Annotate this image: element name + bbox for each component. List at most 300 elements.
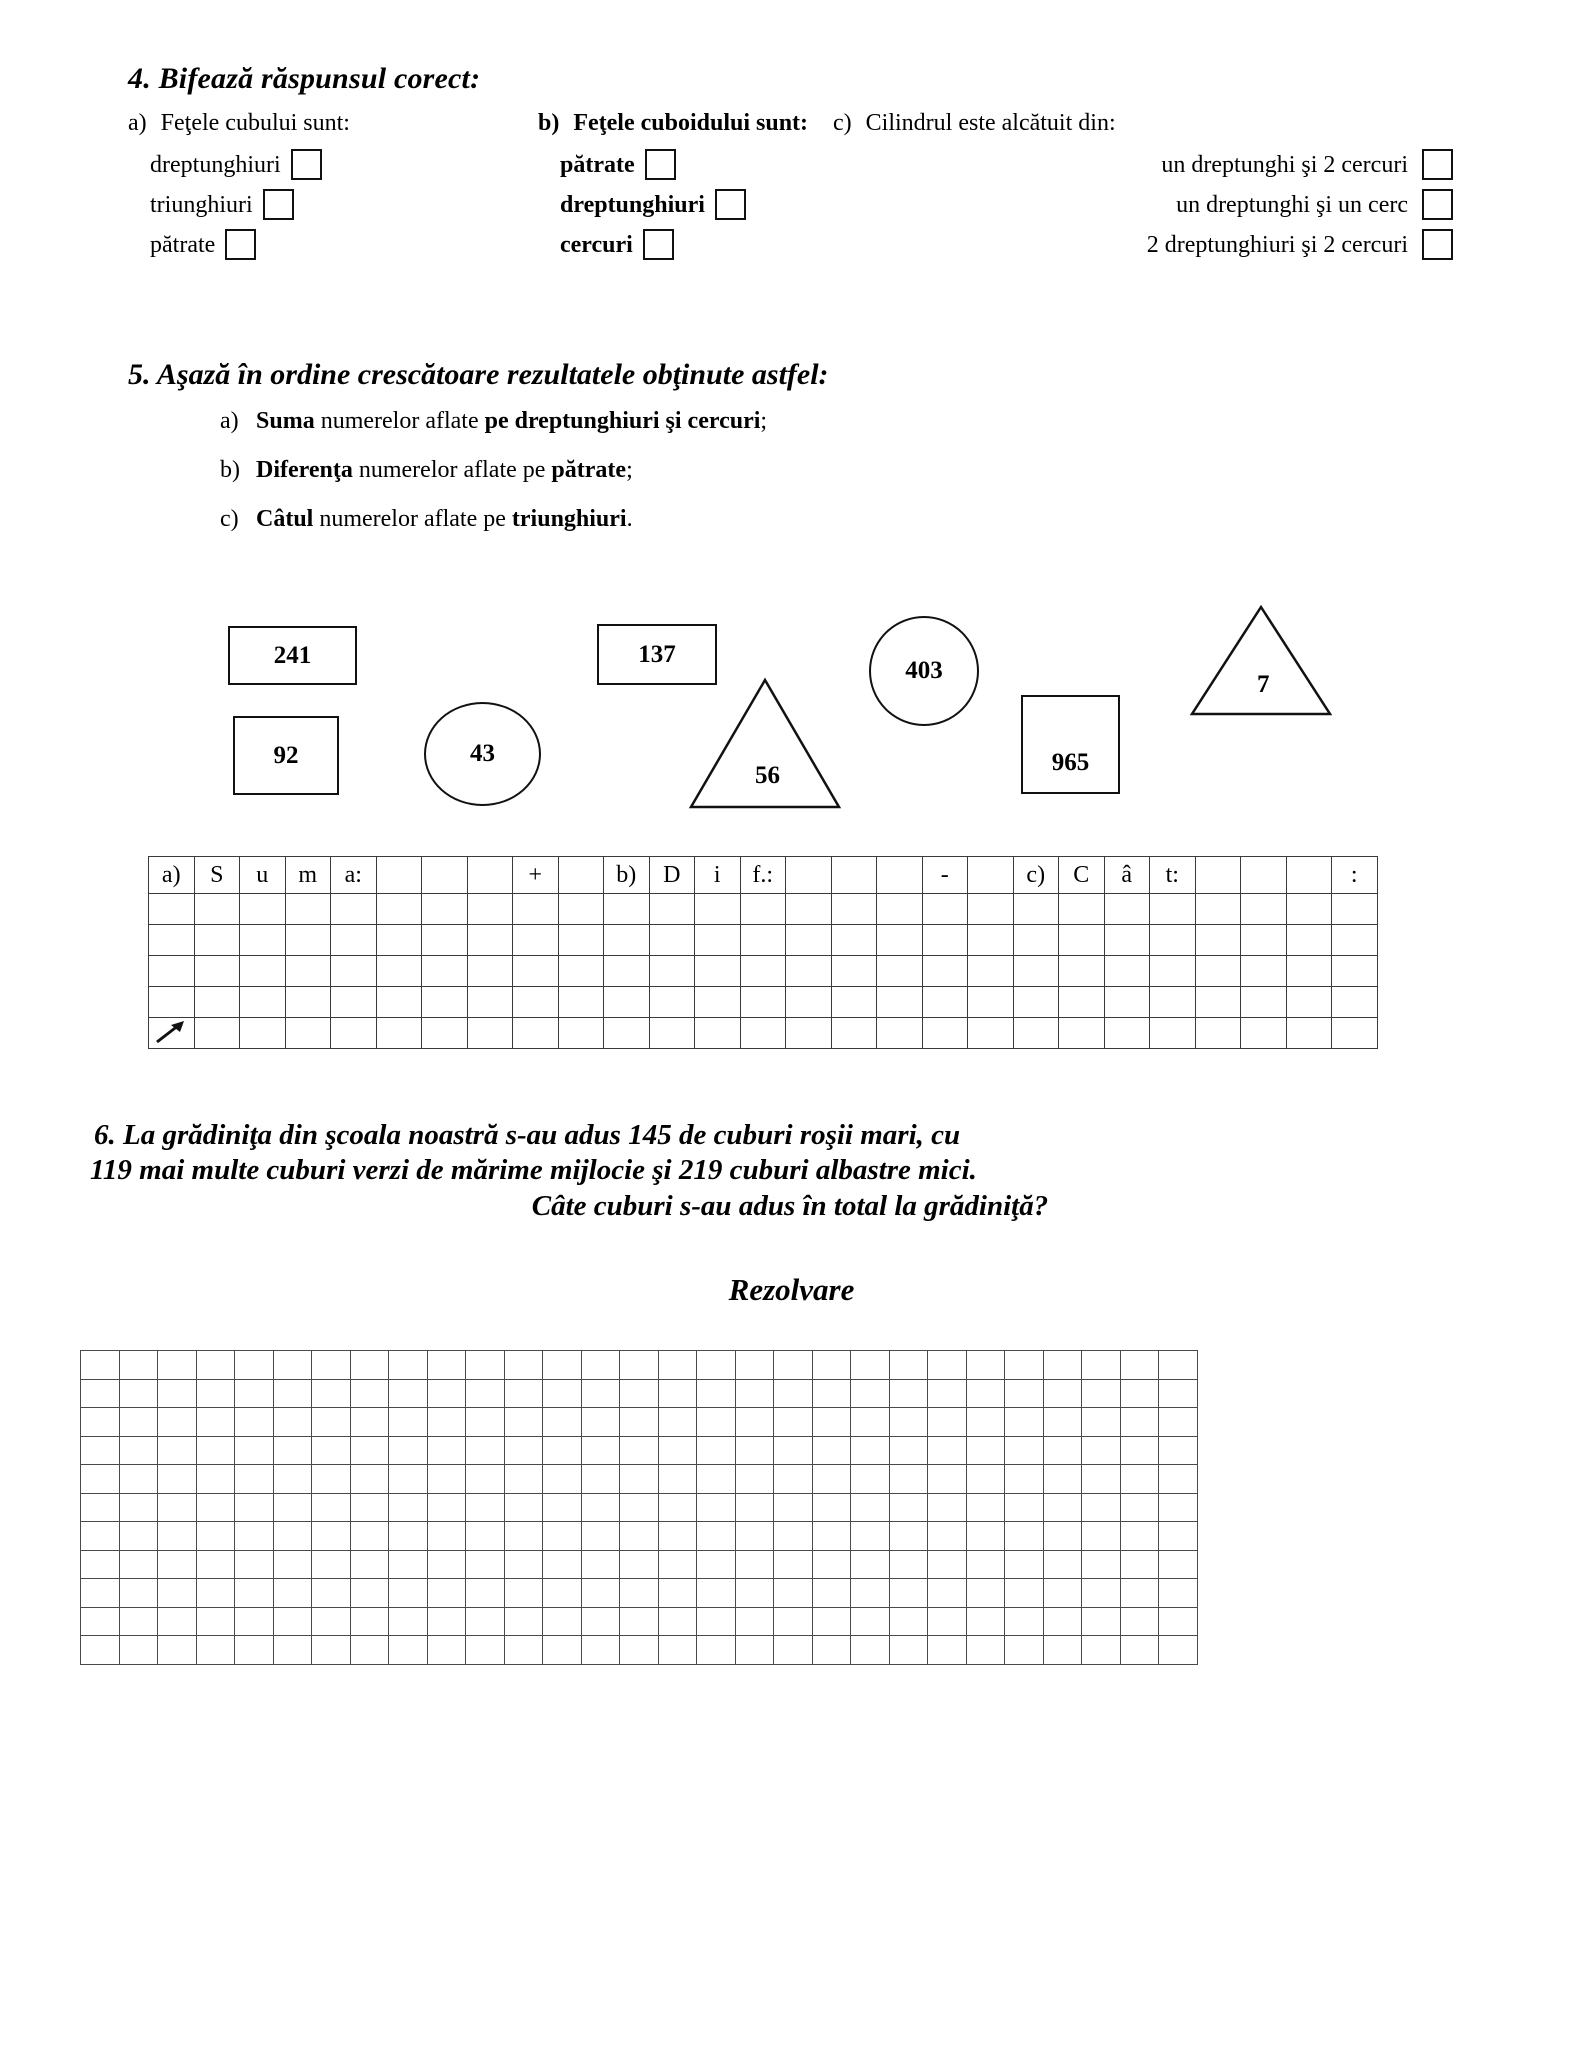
grid-cell[interactable] (1195, 894, 1241, 925)
grid-cell[interactable] (774, 1379, 813, 1408)
grid-cell[interactable] (1241, 1018, 1287, 1049)
grid-cell[interactable] (1104, 1018, 1150, 1049)
grid-cell[interactable] (695, 1018, 741, 1049)
grid-header-cell[interactable]: f.: (740, 857, 786, 894)
grid-cell[interactable] (81, 1379, 120, 1408)
grid-cell[interactable] (1043, 1436, 1082, 1465)
grid-cell[interactable] (1150, 894, 1196, 925)
grid-cell[interactable] (196, 1607, 235, 1636)
grid-cell[interactable] (658, 1408, 697, 1437)
grid-cell[interactable] (1104, 894, 1150, 925)
grid-cell[interactable] (389, 1579, 428, 1608)
grid-header-cell[interactable] (558, 857, 604, 894)
grid-cell[interactable] (273, 1579, 312, 1608)
grid-header-cell[interactable] (1195, 857, 1241, 894)
grid-cell[interactable] (1159, 1408, 1198, 1437)
grid-header-cell[interactable]: - (922, 857, 968, 894)
grid-cell[interactable] (350, 1379, 389, 1408)
grid-cell[interactable] (966, 1550, 1005, 1579)
grid-header-cell[interactable] (968, 857, 1014, 894)
grid-cell[interactable] (1286, 987, 1332, 1018)
grid-cell[interactable] (158, 1550, 197, 1579)
grid-cell[interactable] (889, 1493, 928, 1522)
grid-cell[interactable] (735, 1636, 774, 1665)
grid-cell[interactable] (812, 1607, 851, 1636)
grid-cell[interactable] (81, 1408, 120, 1437)
grid-cell[interactable] (812, 1379, 851, 1408)
grid-cell[interactable] (697, 1636, 736, 1665)
grid-cell[interactable] (504, 1550, 543, 1579)
grid-cell[interactable] (877, 987, 923, 1018)
grid-cell[interactable] (467, 925, 513, 956)
grid-cell[interactable] (389, 1436, 428, 1465)
grid-cell[interactable] (194, 987, 240, 1018)
grid-cell[interactable] (119, 1607, 158, 1636)
grid-cell[interactable] (504, 1436, 543, 1465)
grid-cell[interactable] (1286, 925, 1332, 956)
grid-cell[interactable] (735, 1436, 774, 1465)
grid-cell[interactable] (350, 1579, 389, 1608)
grid-cell[interactable] (1059, 956, 1105, 987)
grid-cell[interactable] (235, 1636, 274, 1665)
grid-cell[interactable] (466, 1636, 505, 1665)
exercise-6-solution-grid[interactable] (80, 1350, 1198, 1665)
grid-cell[interactable] (513, 1018, 559, 1049)
grid-cell[interactable] (543, 1579, 582, 1608)
grid-cell[interactable] (285, 925, 331, 956)
grid-header-cell[interactable]: : (1332, 857, 1378, 894)
grid-cell[interactable] (196, 1436, 235, 1465)
grid-cell[interactable] (81, 1465, 120, 1494)
grid-cell[interactable] (273, 1351, 312, 1380)
grid-cell[interactable] (658, 1436, 697, 1465)
grid-cell[interactable] (1120, 1379, 1159, 1408)
option-b-1[interactable] (538, 149, 828, 180)
grid-cell[interactable] (1332, 925, 1378, 956)
grid-cell[interactable] (774, 1607, 813, 1636)
grid-cell[interactable] (504, 1379, 543, 1408)
grid-cell[interactable] (504, 1351, 543, 1380)
grid-cell[interactable] (149, 956, 195, 987)
grid-cell[interactable] (1159, 1351, 1198, 1380)
grid-cell[interactable] (194, 956, 240, 987)
grid-cell[interactable] (1120, 1636, 1159, 1665)
grid-cell[interactable] (158, 1408, 197, 1437)
grid-cell[interactable] (774, 1493, 813, 1522)
grid-cell[interactable] (235, 1436, 274, 1465)
grid-cell[interactable] (1082, 1607, 1121, 1636)
grid-cell[interactable] (649, 925, 695, 956)
grid-cell[interactable] (851, 1636, 890, 1665)
grid-cell[interactable] (658, 1493, 697, 1522)
option-a-2[interactable] (128, 189, 428, 220)
grid-cell[interactable] (812, 1522, 851, 1551)
grid-header-cell[interactable]: u (240, 857, 286, 894)
grid-cell[interactable] (558, 1018, 604, 1049)
grid-cell[interactable] (1043, 1550, 1082, 1579)
grid-cell[interactable] (966, 1408, 1005, 1437)
grid-cell[interactable] (513, 987, 559, 1018)
grid-cell[interactable] (620, 1550, 659, 1579)
grid-cell[interactable] (1043, 1579, 1082, 1608)
grid-cell[interactable] (620, 1636, 659, 1665)
grid-cell[interactable] (889, 1436, 928, 1465)
grid-cell[interactable] (1332, 956, 1378, 987)
grid-cell[interactable] (1005, 1550, 1044, 1579)
grid-cell[interactable] (786, 925, 832, 956)
grid-cell[interactable] (851, 1493, 890, 1522)
grid-cell[interactable] (740, 894, 786, 925)
grid-cell[interactable] (928, 1351, 967, 1380)
grid-cell[interactable] (735, 1493, 774, 1522)
grid-cell[interactable] (966, 1465, 1005, 1494)
grid-header-cell[interactable] (831, 857, 877, 894)
grid-cell[interactable] (1120, 1436, 1159, 1465)
grid-cell[interactable] (604, 1018, 650, 1049)
grid-cell[interactable] (543, 1607, 582, 1636)
grid-cell[interactable] (1043, 1607, 1082, 1636)
grid-cell[interactable] (273, 1550, 312, 1579)
grid-cell[interactable] (786, 956, 832, 987)
grid-cell[interactable] (81, 1579, 120, 1608)
grid-cell[interactable] (312, 1465, 351, 1494)
grid-cell[interactable] (504, 1636, 543, 1665)
grid-cell[interactable] (735, 1607, 774, 1636)
grid-header-cell[interactable] (467, 857, 513, 894)
grid-cell[interactable] (389, 1550, 428, 1579)
grid-cell[interactable] (149, 925, 195, 956)
grid-cell[interactable] (966, 1379, 1005, 1408)
grid-cell[interactable] (1082, 1379, 1121, 1408)
grid-cell[interactable] (466, 1351, 505, 1380)
grid-cell[interactable] (1082, 1465, 1121, 1494)
grid-cell[interactable] (581, 1522, 620, 1551)
grid-cell[interactable] (1013, 925, 1059, 956)
grid-cell[interactable] (1059, 987, 1105, 1018)
grid-cell[interactable] (427, 1607, 466, 1636)
grid-cell[interactable] (1013, 987, 1059, 1018)
grid-cell[interactable] (620, 1436, 659, 1465)
grid-cell[interactable] (331, 925, 377, 956)
grid-cell[interactable] (543, 1436, 582, 1465)
grid-header-cell[interactable]: â (1104, 857, 1150, 894)
grid-cell[interactable] (389, 1636, 428, 1665)
grid-cell[interactable] (1159, 1636, 1198, 1665)
grid-cell[interactable] (966, 1579, 1005, 1608)
grid-cell[interactable] (604, 925, 650, 956)
grid-cell[interactable] (466, 1465, 505, 1494)
grid-header-cell[interactable]: a) (149, 857, 195, 894)
grid-cell[interactable] (877, 1018, 923, 1049)
grid-cell[interactable] (119, 1522, 158, 1551)
grid-cell[interactable] (235, 1493, 274, 1522)
grid-cell[interactable] (422, 894, 468, 925)
grid-cell[interactable] (968, 987, 1014, 1018)
grid-cell[interactable] (422, 956, 468, 987)
grid-cell[interactable] (581, 1550, 620, 1579)
grid-cell[interactable] (966, 1522, 1005, 1551)
grid-cell[interactable] (1120, 1465, 1159, 1494)
grid-cell[interactable] (194, 925, 240, 956)
grid-cell[interactable] (513, 956, 559, 987)
checkbox-a-2[interactable] (263, 189, 294, 220)
grid-cell[interactable] (158, 1436, 197, 1465)
grid-cell[interactable] (649, 956, 695, 987)
grid-cell[interactable] (81, 1607, 120, 1636)
grid-cell[interactable] (119, 1493, 158, 1522)
grid-cell[interactable] (543, 1550, 582, 1579)
grid-cell[interactable] (504, 1607, 543, 1636)
grid-cell[interactable] (812, 1579, 851, 1608)
grid-cell[interactable] (196, 1351, 235, 1380)
grid-cell[interactable] (1241, 956, 1287, 987)
grid-cell[interactable] (235, 1579, 274, 1608)
checkbox-b-2[interactable] (715, 189, 746, 220)
grid-cell[interactable] (740, 1018, 786, 1049)
grid-cell[interactable] (740, 925, 786, 956)
grid-cell[interactable] (786, 1018, 832, 1049)
option-a-1[interactable] (128, 149, 428, 180)
grid-cell[interactable] (119, 1465, 158, 1494)
grid-cell[interactable] (966, 1351, 1005, 1380)
grid-cell[interactable] (466, 1607, 505, 1636)
grid-cell[interactable] (240, 894, 286, 925)
grid-cell[interactable] (312, 1579, 351, 1608)
grid-cell[interactable] (620, 1465, 659, 1494)
grid-cell[interactable] (735, 1550, 774, 1579)
grid-cell[interactable] (851, 1379, 890, 1408)
grid-cell[interactable] (376, 925, 422, 956)
grid-cell[interactable] (1159, 1465, 1198, 1494)
grid-header-cell[interactable] (1241, 857, 1287, 894)
checkbox-c-3[interactable] (1422, 229, 1453, 260)
grid-header-cell[interactable] (786, 857, 832, 894)
grid-cell[interactable] (966, 1607, 1005, 1636)
grid-cell[interactable] (273, 1493, 312, 1522)
grid-cell[interactable] (1120, 1408, 1159, 1437)
grid-cell[interactable] (427, 1579, 466, 1608)
grid-cell[interactable] (389, 1493, 428, 1522)
grid-cell[interactable] (649, 894, 695, 925)
grid-cell[interactable] (774, 1408, 813, 1437)
grid-cell[interactable] (697, 1522, 736, 1551)
grid-cell[interactable] (1120, 1351, 1159, 1380)
grid-cell[interactable] (504, 1408, 543, 1437)
grid-cell[interactable] (285, 956, 331, 987)
grid-cell[interactable] (658, 1351, 697, 1380)
grid-cell[interactable] (889, 1636, 928, 1665)
grid-header-cell[interactable] (1286, 857, 1332, 894)
grid-cell[interactable] (735, 1522, 774, 1551)
grid-cell[interactable] (1082, 1493, 1121, 1522)
grid-cell[interactable] (427, 1436, 466, 1465)
grid-cell[interactable] (119, 1579, 158, 1608)
grid-cell[interactable] (831, 894, 877, 925)
grid-cell[interactable] (331, 894, 377, 925)
grid-cell[interactable] (235, 1408, 274, 1437)
grid-cell[interactable] (376, 894, 422, 925)
grid-cell[interactable] (928, 1379, 967, 1408)
grid-cell[interactable] (466, 1550, 505, 1579)
grid-cell[interactable] (81, 1351, 120, 1380)
grid-cell[interactable] (350, 1408, 389, 1437)
grid-cell[interactable] (558, 925, 604, 956)
grid-cell[interactable] (1241, 894, 1287, 925)
grid-cell[interactable] (658, 1579, 697, 1608)
grid-cell[interactable] (620, 1579, 659, 1608)
grid-cell[interactable] (1005, 1379, 1044, 1408)
grid-cell[interactable] (119, 1408, 158, 1437)
grid-cell[interactable] (1005, 1465, 1044, 1494)
grid-cell[interactable] (312, 1351, 351, 1380)
grid-cell[interactable] (1120, 1579, 1159, 1608)
grid-cell[interactable] (1286, 1018, 1332, 1049)
grid-cell[interactable] (697, 1379, 736, 1408)
grid-cell[interactable] (466, 1493, 505, 1522)
grid-cell[interactable] (285, 1018, 331, 1049)
checkbox-b-1[interactable] (645, 149, 676, 180)
grid-cell[interactable] (774, 1351, 813, 1380)
grid-cell[interactable] (774, 1522, 813, 1551)
grid-cell[interactable] (581, 1607, 620, 1636)
grid-cell[interactable] (196, 1550, 235, 1579)
grid-cell[interactable] (331, 956, 377, 987)
grid-cell[interactable] (285, 894, 331, 925)
grid-cell[interactable] (1005, 1351, 1044, 1380)
grid-cell[interactable] (350, 1465, 389, 1494)
grid-cell[interactable] (928, 1465, 967, 1494)
grid-cell[interactable] (928, 1436, 967, 1465)
grid-cell[interactable] (376, 1018, 422, 1049)
grid-cell[interactable] (604, 987, 650, 1018)
grid-cell[interactable] (389, 1408, 428, 1437)
grid-cell[interactable] (581, 1579, 620, 1608)
grid-cell[interactable] (543, 1351, 582, 1380)
grid-cell[interactable] (312, 1408, 351, 1437)
grid-cell[interactable] (467, 894, 513, 925)
grid-cell[interactable] (658, 1550, 697, 1579)
grid-header-cell[interactable]: m (285, 857, 331, 894)
grid-cell[interactable] (543, 1465, 582, 1494)
grid-cell[interactable] (831, 925, 877, 956)
grid-cell[interactable] (851, 1550, 890, 1579)
grid-cell[interactable] (240, 925, 286, 956)
grid-cell[interactable] (1159, 1607, 1198, 1636)
grid-cell[interactable] (543, 1379, 582, 1408)
grid-cell[interactable] (1150, 1018, 1196, 1049)
grid-cell[interactable] (427, 1550, 466, 1579)
grid-cell[interactable] (1332, 1018, 1378, 1049)
grid-cell[interactable] (350, 1522, 389, 1551)
grid-cell[interactable] (158, 1522, 197, 1551)
grid-cell[interactable] (235, 1607, 274, 1636)
grid-cell[interactable] (581, 1493, 620, 1522)
grid-cell[interactable] (240, 1018, 286, 1049)
grid-cell[interactable] (312, 1379, 351, 1408)
grid-cell[interactable] (735, 1465, 774, 1494)
grid-cell[interactable] (504, 1465, 543, 1494)
grid-cell[interactable] (922, 894, 968, 925)
grid-cell[interactable] (350, 1351, 389, 1380)
grid-cell[interactable] (427, 1636, 466, 1665)
grid-cell[interactable] (812, 1408, 851, 1437)
grid-cell[interactable] (312, 1493, 351, 1522)
grid-cell[interactable] (119, 1436, 158, 1465)
grid-cell[interactable] (119, 1379, 158, 1408)
grid-cell[interactable] (1082, 1550, 1121, 1579)
grid-cell[interactable] (889, 1408, 928, 1437)
grid-cell[interactable] (889, 1379, 928, 1408)
grid-cell[interactable] (1059, 894, 1105, 925)
grid-cell[interactable] (877, 956, 923, 987)
grid-cell[interactable] (1043, 1636, 1082, 1665)
grid-cell[interactable] (312, 1436, 351, 1465)
grid-cell[interactable] (158, 1351, 197, 1380)
grid-header-cell[interactable]: D (649, 857, 695, 894)
grid-cell[interactable] (928, 1408, 967, 1437)
grid-cell[interactable] (658, 1522, 697, 1551)
grid-cell[interactable] (620, 1351, 659, 1380)
grid-cell[interactable] (240, 956, 286, 987)
grid-cell[interactable] (331, 1018, 377, 1049)
grid-cell[interactable] (922, 956, 968, 987)
grid-cell[interactable] (581, 1636, 620, 1665)
grid-cell[interactable] (889, 1579, 928, 1608)
grid-cell[interactable] (740, 987, 786, 1018)
grid-cell[interactable] (851, 1465, 890, 1494)
grid-cell[interactable] (735, 1351, 774, 1380)
grid-cell[interactable] (273, 1379, 312, 1408)
grid-header-cell[interactable]: i (695, 857, 741, 894)
grid-cell[interactable] (1059, 1018, 1105, 1049)
grid-header-cell[interactable]: + (513, 857, 559, 894)
grid-cell[interactable] (1120, 1522, 1159, 1551)
option-c-1[interactable] (833, 149, 1453, 180)
grid-cell[interactable] (851, 1351, 890, 1380)
grid-cell[interactable] (427, 1351, 466, 1380)
grid-cell[interactable] (427, 1522, 466, 1551)
grid-header-cell[interactable]: c) (1013, 857, 1059, 894)
grid-cell[interactable] (697, 1579, 736, 1608)
grid-cell[interactable] (877, 925, 923, 956)
grid-cell[interactable] (1241, 987, 1287, 1018)
grid-cell[interactable] (149, 987, 195, 1018)
grid-cell[interactable] (312, 1550, 351, 1579)
grid-cell[interactable] (928, 1579, 967, 1608)
grid-cell[interactable] (558, 894, 604, 925)
grid-cell[interactable] (889, 1550, 928, 1579)
option-a-3[interactable] (128, 229, 428, 260)
grid-cell[interactable] (194, 1018, 240, 1049)
grid-cell[interactable] (196, 1465, 235, 1494)
grid-cell[interactable] (1159, 1436, 1198, 1465)
grid-header-cell[interactable] (877, 857, 923, 894)
grid-cell[interactable] (1195, 1018, 1241, 1049)
grid-cell[interactable] (697, 1465, 736, 1494)
grid-cell[interactable] (1332, 987, 1378, 1018)
grid-cell[interactable] (851, 1579, 890, 1608)
grid-cell[interactable] (1286, 956, 1332, 987)
grid-cell[interactable] (774, 1550, 813, 1579)
grid-cell[interactable] (119, 1636, 158, 1665)
grid-cell[interactable] (1082, 1408, 1121, 1437)
grid-cell[interactable] (1005, 1579, 1044, 1608)
grid-cell[interactable] (558, 987, 604, 1018)
grid-cell[interactable] (735, 1379, 774, 1408)
grid-header-cell[interactable] (422, 857, 468, 894)
grid-cell[interactable] (1286, 894, 1332, 925)
grid-cell[interactable] (786, 894, 832, 925)
